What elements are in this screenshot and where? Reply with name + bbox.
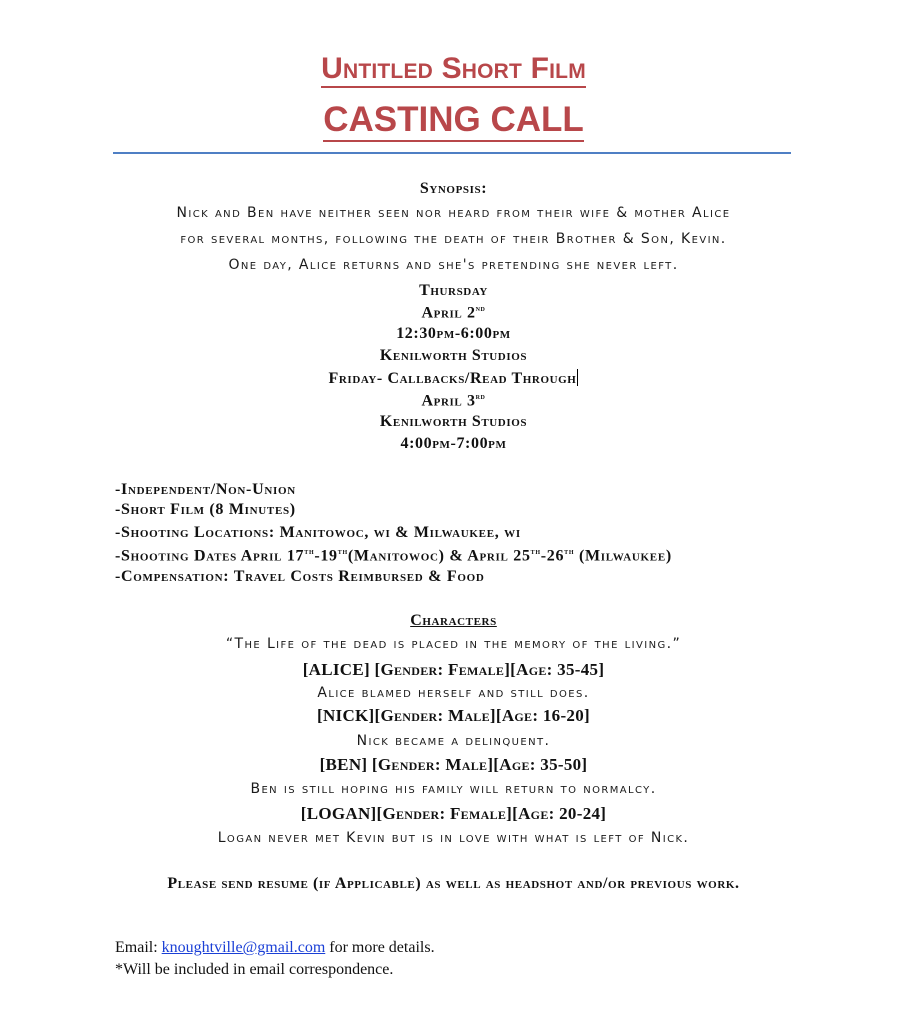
characters-heading: Characters [410, 612, 497, 629]
audition-venue-1: Kenilworth Studios [379, 347, 528, 364]
role-logan-desc: Logan never met Kevin but is in love with what is left of Nick. [217, 830, 690, 846]
detail-compensation: -Compensation: Travel Costs Reimbursed & Food [115, 568, 485, 585]
synopsis-line-2: for several months, following the death of their Brother & Son, Kevin. [180, 231, 727, 247]
header-divider [113, 152, 791, 154]
callback-date: April 3rd [421, 391, 486, 410]
film-title: Untitled Short Film [0, 52, 907, 86]
detail-short-film: -Short Film (8 Minutes) [115, 501, 296, 518]
detail-locations: -Shooting Locations: Manitowoc, wi & Milwaukee, wi [115, 524, 521, 541]
submission-instructions: Please send resume (if Applicable) as well as headshot and/or previous work. [167, 875, 740, 892]
audition-day-1: Thursday [419, 282, 488, 299]
role-alice: [ALICE] [Gender: Female][Age: 35-45] [302, 660, 605, 679]
role-ben: [BEN] [Gender: Male][Age: 35-50] [319, 755, 588, 774]
audition-date-1: April 2nd [421, 303, 486, 322]
role-nick: [NICK][Gender: Male][Age: 16-20] [316, 706, 590, 725]
synopsis-line-1: Nick and Ben have neither seen nor heard from their wife & mother Alice [176, 205, 731, 221]
synopsis-line-3: One day, Alice returns and she's pretending she never left. [228, 257, 679, 273]
email-link[interactable]: knoughtville@gmail.com [161, 939, 326, 956]
role-alice-desc: Alice blamed herself and still does. [317, 685, 590, 701]
casting-call-heading: CASTING CALL [0, 100, 907, 140]
role-logan: [LOGAN][Gender: Female][Age: 20-24] [300, 804, 607, 823]
characters-quote: “The Life of the dead is placed in the memory of the living.” [225, 636, 682, 652]
detail-independent: -Independent/Non-Union [115, 481, 296, 498]
role-ben-desc: Ben is still hoping his family will return to normalcy. [250, 781, 657, 797]
callback-venue: Kenilworth Studios [379, 413, 528, 430]
synopsis-heading: Synopsis: [419, 180, 488, 197]
callback-day: Friday- Callbacks/Read Through [328, 370, 577, 387]
detail-shooting-dates: -Shooting Dates April 17th-19th(Manitowoc) & April 25th-26th (Milwaukee) [115, 546, 672, 565]
callback-time: 4:00pm-7:00pm [400, 435, 507, 452]
email-line: Email: knoughtville@gmail.com for more details. [115, 939, 435, 956]
email-note: *Will be included in email correspondence. [115, 961, 394, 978]
text-cursor [577, 369, 578, 386]
role-nick-desc: Nick became a delinquent. [356, 733, 551, 749]
audition-time-1: 12:30pm-6:00pm [396, 325, 511, 342]
